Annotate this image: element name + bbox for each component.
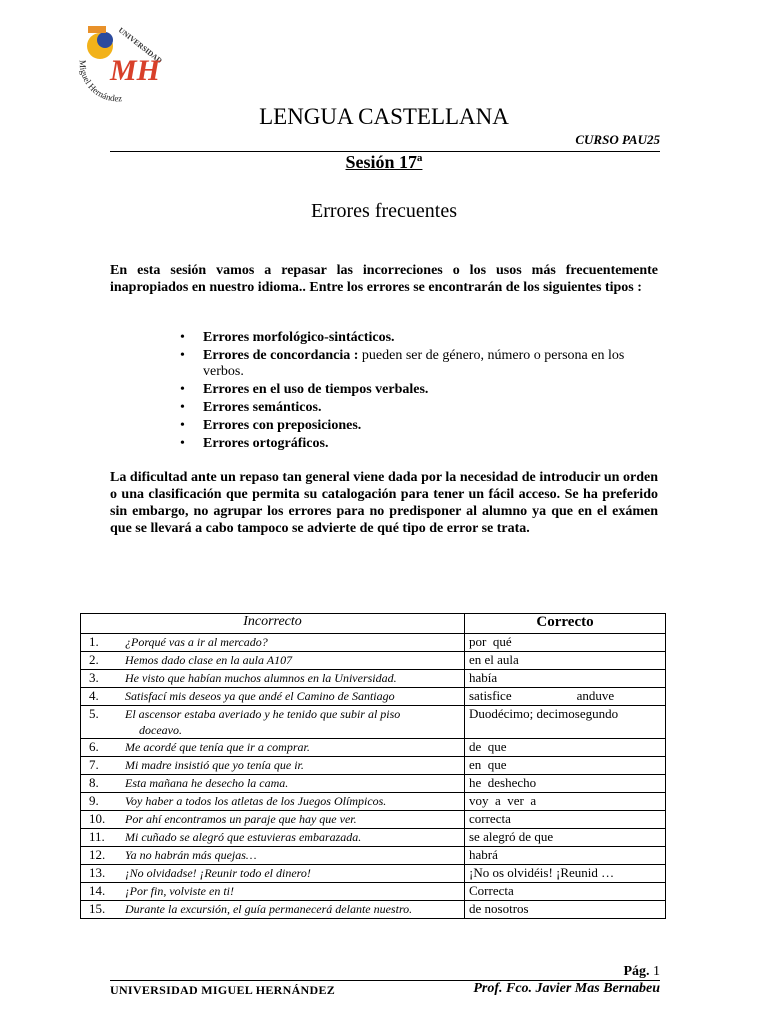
incorrect-text: El ascensor estaba averiado y he tenido que subir al piso — [125, 707, 401, 721]
footer-university: UNIVERSIDAD MIGUEL HERNÁNDEZ — [110, 983, 336, 997]
list-item-bold: Errores en el uso de tiempos verbales. — [203, 382, 429, 397]
correct-cell: habrá — [465, 847, 666, 865]
intro-paragraph: En esta sesión vamos a repasar las incorreciones o los usos más frecuentemente inapropiados en nuestro idioma.. Entre los errores se encontrarán de los siguientes tipos : — [110, 263, 658, 295]
incorrect-text: Voy haber a todos los atletas de los Juegos Olímpicos. — [125, 794, 387, 808]
row-number: 2. — [89, 652, 99, 667]
table-row — [81, 883, 666, 901]
incorrect-text: Esta mañana he desecho la cama. — [125, 776, 289, 790]
row-number: 10. — [89, 811, 106, 826]
row-number: 11. — [89, 829, 105, 844]
row-number: 7. — [89, 757, 99, 772]
list-item — [180, 436, 658, 452]
correct-cell: ¡No os olvidéis! ¡Reunid … — [465, 865, 666, 883]
incorrect-text: Me acordé que tenía que ir a comprar. — [125, 740, 310, 754]
logo-monogram: MH — [110, 54, 161, 87]
incorrect-cell — [81, 883, 465, 901]
list-item-bold: Errores con preposiciones. — [203, 418, 362, 433]
list-item — [180, 330, 658, 346]
section-subtitle: Errores frecuentes — [310, 200, 458, 222]
incorrect-text: Por ahí encontramos un paraje que hay que ver. — [125, 812, 357, 826]
incorrect-cell — [81, 739, 465, 757]
list-item-bold: Errores ortográficos. — [203, 436, 329, 451]
correct-cell: he deshecho — [465, 775, 666, 793]
list-item — [180, 418, 658, 434]
incorrect-cell — [81, 652, 465, 670]
correct-cell: satisfice anduve — [465, 688, 666, 706]
incorrect-cell — [81, 811, 465, 829]
row-number: 13. — [89, 865, 106, 880]
table-row — [81, 793, 666, 811]
course-label: CURSO PAU25 — [575, 132, 660, 147]
correct-cell: Correcta — [465, 883, 666, 901]
incorrect-text: ¿Porqué vas a ir al mercado? — [125, 635, 268, 649]
row-number: 4. — [89, 688, 99, 703]
correct-cell: por qué — [465, 634, 666, 652]
incorrect-cell — [81, 634, 465, 652]
incorrect-text-continuation: doceavo. — [139, 723, 182, 737]
table-row — [81, 652, 666, 670]
correct-cell: había — [465, 670, 666, 688]
incorrect-text: Ya no habrán más quejas… — [125, 848, 257, 862]
table-header-row — [81, 614, 666, 634]
table-row — [81, 811, 666, 829]
incorrect-text: ¡No olvidadse! ¡Reunir todo el dinero! — [125, 866, 311, 880]
row-number: 5. — [89, 706, 99, 721]
university-logo — [74, 20, 166, 106]
incorrect-cell — [81, 865, 465, 883]
error-types-list — [180, 330, 658, 454]
page-number — [623, 964, 660, 980]
incorrect-text: He visto que habían muchos alumnos en la Universidad. — [125, 671, 397, 685]
session-title: Sesión 17ª — [345, 152, 423, 172]
incorrect-text: Satisfací mis deseos ya que andé el Camino de Santiago — [125, 689, 395, 703]
incorrect-cell — [81, 775, 465, 793]
logo-text-top: UNIVERSIDAD — [116, 25, 165, 66]
incorrect-cell — [81, 670, 465, 688]
explanation-paragraph: La dificultad ante un repaso tan general viene dada por la necesidad de introducir un orden o una clasificación que permita su catalogación para tener un fácil acceso. Se ha preferido sin embargo, no agrupar los errores para no predisponer al alumno ya que en el exámen que se llevará a cabo tampoco se advierte de qué tipo de error se trata. — [110, 470, 658, 536]
incorrect-cell — [81, 706, 465, 739]
column-header-incorrect: Incorrecto — [81, 614, 465, 634]
table-row — [81, 634, 666, 652]
correct-cell: de que — [465, 739, 666, 757]
table-row — [81, 865, 666, 883]
row-number: 9. — [89, 793, 99, 808]
row-number: 8. — [89, 775, 99, 790]
row-number: 6. — [89, 739, 99, 754]
row-number: 3. — [89, 670, 99, 685]
incorrect-cell — [81, 757, 465, 775]
footer-professor: Prof. Fco. Javier Mas Bernabeu — [473, 981, 660, 996]
incorrect-cell — [81, 901, 465, 919]
list-item — [180, 400, 658, 416]
incorrect-text: Mi cuñado se alegró que estuvieras embarazada. — [125, 830, 362, 844]
correct-cell: se alegró de que — [465, 829, 666, 847]
incorrect-cell — [81, 847, 465, 865]
correct-cell: en el aula — [465, 652, 666, 670]
incorrect-cell — [81, 793, 465, 811]
correct-cell: correcta — [465, 811, 666, 829]
correct-cell: de nosotros — [465, 901, 666, 919]
list-item-bold: Errores morfológico-sintácticos. — [203, 330, 395, 345]
incorrect-text: Hemos dado clase en la aula A107 — [125, 653, 293, 667]
document-title: LENGUA CASTELLANA — [259, 104, 509, 129]
table-row — [81, 757, 666, 775]
page-number-value: 1 — [653, 964, 660, 979]
table-row — [81, 847, 666, 865]
list-item — [180, 382, 658, 398]
table-row — [81, 901, 666, 919]
page-label: Pág. — [623, 964, 650, 979]
table-row — [81, 829, 666, 847]
list-item-bold: Errores semánticos. — [203, 400, 322, 415]
correct-cell: Duodécimo; decimosegundo — [465, 706, 666, 739]
table-row — [81, 670, 666, 688]
row-number: 14. — [89, 883, 106, 898]
incorrect-text: ¡Por fin, volviste en ti! — [125, 884, 234, 898]
table-row — [81, 706, 666, 739]
row-number: 1. — [89, 634, 99, 649]
correct-cell: voy a ver a — [465, 793, 666, 811]
incorrect-text: Mi madre insistió que yo tenía que ir. — [125, 758, 304, 772]
column-header-correct: Correcto — [465, 614, 666, 634]
row-number: 15. — [89, 901, 106, 916]
table-row — [81, 775, 666, 793]
list-item-bold: Errores de concordancia : — [203, 348, 359, 363]
table-row — [81, 739, 666, 757]
errors-table — [80, 613, 666, 919]
incorrect-cell — [81, 829, 465, 847]
logo-text-bottom: Miguel Hernández — [77, 59, 123, 104]
correct-cell: en que — [465, 757, 666, 775]
table-row — [81, 688, 666, 706]
list-item — [180, 348, 658, 380]
list-item-text: pueden ser de género, número o persona en los verbos. — [203, 348, 625, 379]
incorrect-cell — [81, 688, 465, 706]
row-number: 12. — [89, 847, 106, 862]
incorrect-text: Durante la excursión, el guía permanecerá delante nuestro. — [125, 902, 413, 916]
